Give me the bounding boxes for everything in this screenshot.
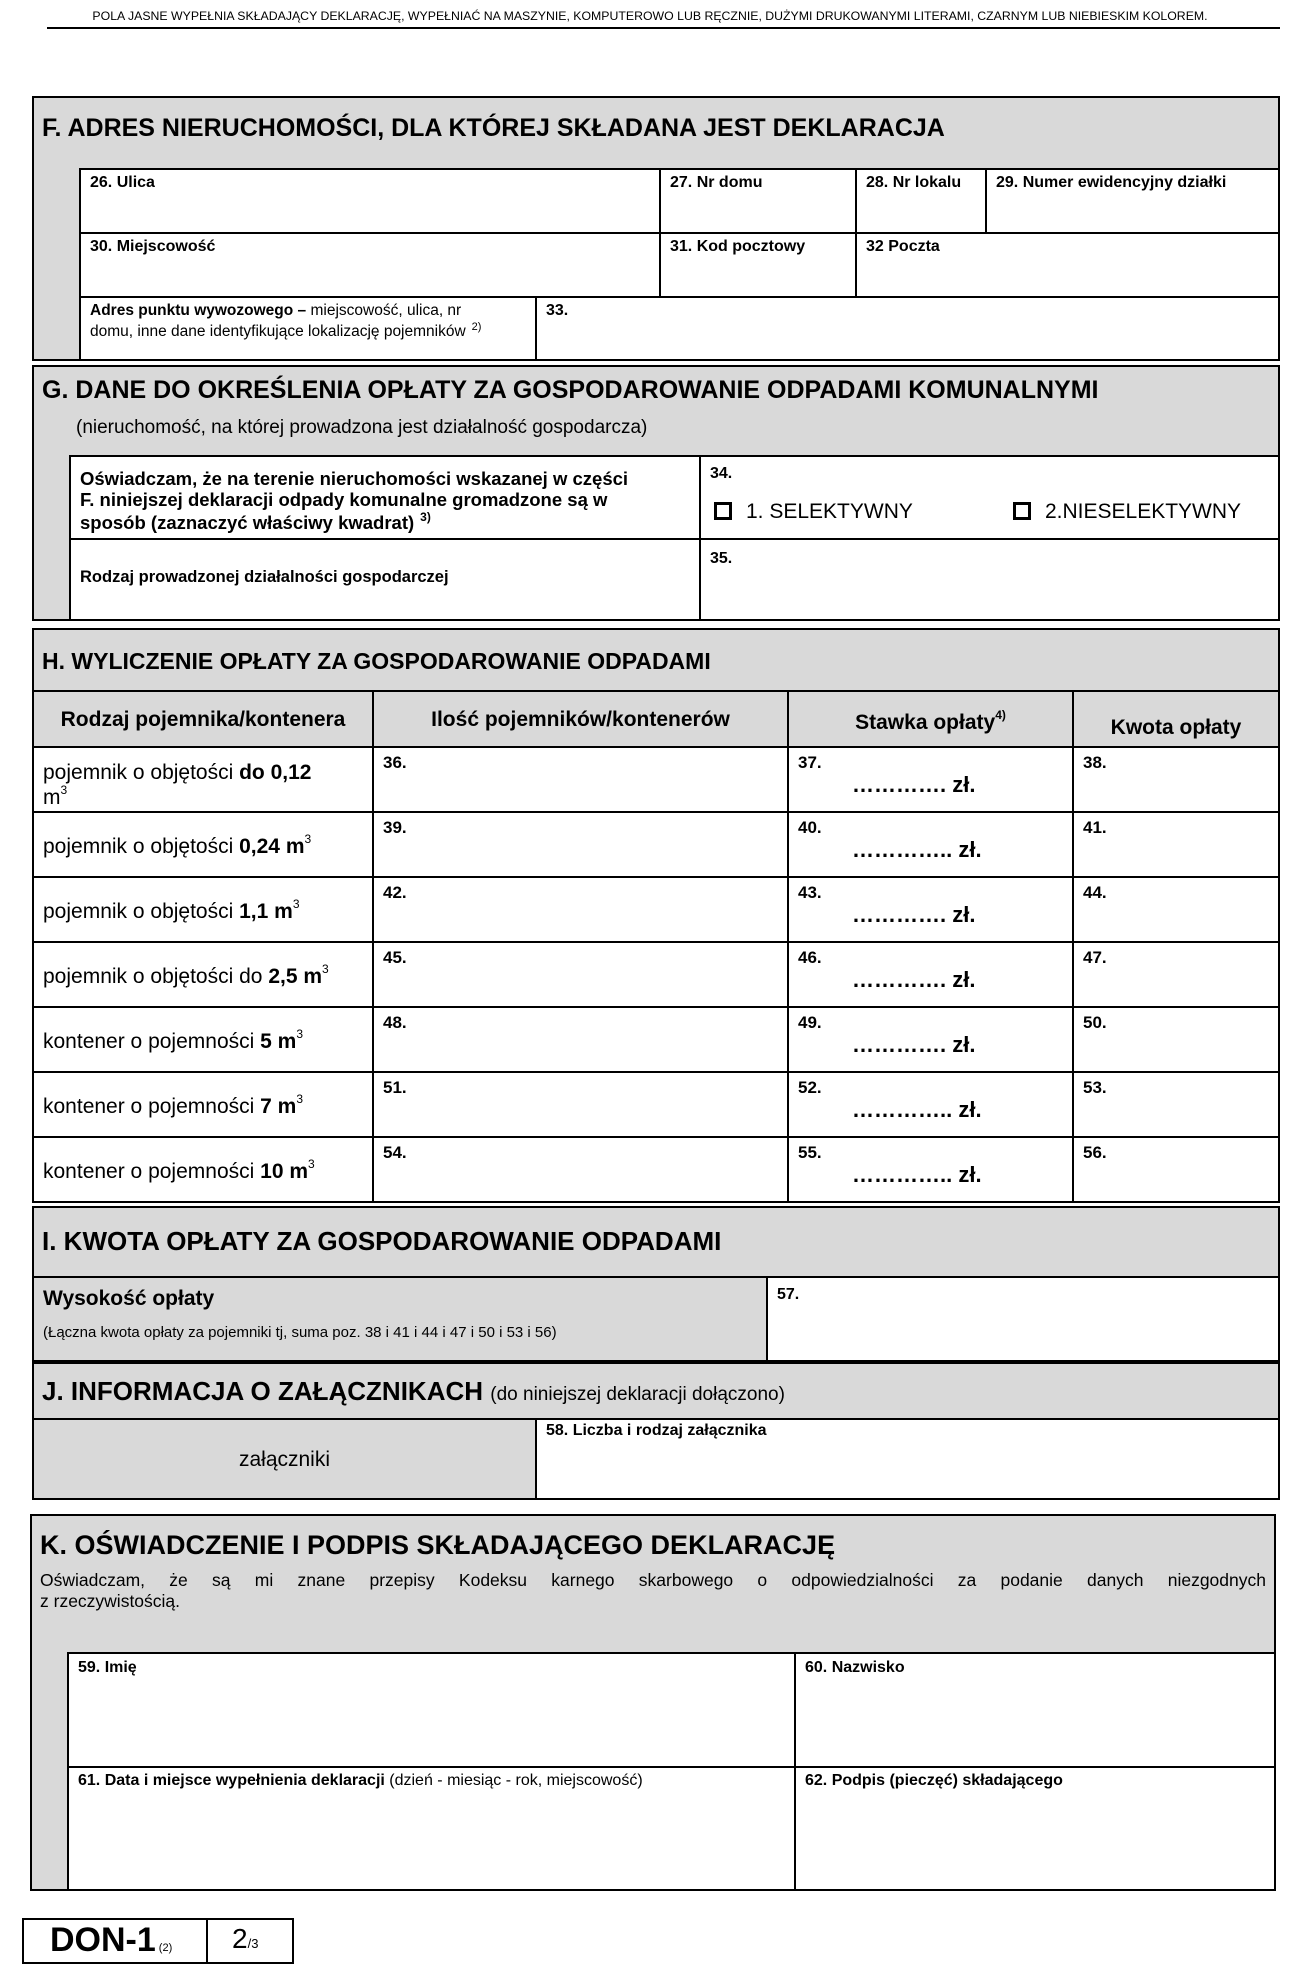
rate-field[interactable]: 46. …………. zł. [787,941,1074,1008]
section-f-title: F. ADRES NIERUCHOMOŚCI, DLA KTÓREJ SKŁADANA JEST DEKLARACJA [42,114,945,142]
container-type-cell: pojemnik o objętości 0,24 $m^3$ [32,811,374,878]
field-35-business-activity[interactable]: 35. [699,538,1280,621]
field-61-date-place[interactable]: 61. Data i miejsce wypełnienia deklaracji (dzień - miesiąc - rok, miejscowość) [67,1766,796,1891]
checkbox-icon[interactable] [1013,502,1031,520]
section-g-title: G. DANE DO OKREŚLENIA OPŁATY ZA GOSPODAROWANIE ODPADAMI KOMUNALNYMI [42,376,1099,404]
quantity-field[interactable]: 51. [372,1071,789,1138]
container-type-cell: kontener o pojemności 5 $m^3$ [32,1006,374,1073]
rate-field[interactable]: 40. ………….. zł. [787,811,1074,878]
rate-field[interactable]: 52. ………….. zł. [787,1071,1074,1138]
section-k-title: K. OŚWIADCZENIE I PODPIS SKŁADAJĄCEGO DEKLARACJĘ [40,1530,836,1560]
col-header-rate: Stawka opłaty$^{4)}$ [787,690,1074,748]
rate-field[interactable]: 49. …………. zł. [787,1006,1074,1073]
section-k-statement: Oświadczam, że są mi znane przepisy Kodeksu karnego skarbowego o odpowiedzialności za podanie danych niezgodnych z rzeczywistością. [40,1570,1266,1611]
attachments-label: załączniki [32,1418,537,1500]
section-h-title: H. WYLICZENIE OPŁATY ZA GOSPODAROWANIE ODPADAMI [42,648,711,674]
field-32-post-office[interactable]: 32 Poczta [855,232,1280,298]
quantity-field[interactable]: 42. [372,876,789,943]
container-type-cell: kontener o pojemności 10 $m^3$ [32,1136,374,1203]
amount-field[interactable]: 53. [1072,1071,1280,1138]
field-58-attachments[interactable]: 58. Liczba i rodzaj załącznika [535,1418,1280,1500]
field-26-street[interactable]: 26. Ulica [79,168,661,234]
field-27-house-number[interactable]: 27. Nr domu [659,168,857,234]
option-selective[interactable]: 1. SELEKTYWNY [714,500,913,524]
field-57-fee-amount[interactable]: 57. [766,1276,1280,1362]
amount-field[interactable]: 44. [1072,876,1280,943]
col-header-amount: Kwota opłaty [1072,690,1280,748]
checkbox-icon[interactable] [714,502,732,520]
amount-field[interactable]: 47. [1072,941,1280,1008]
rate-field[interactable]: 37. …………. zł. [787,746,1074,813]
field-30-city[interactable]: 30. Miejscowość [79,232,661,298]
field-29-plot-number[interactable]: 29. Numer ewidencyjny działki [985,168,1280,234]
field-31-postal-code[interactable]: 31. Kod pocztowy [659,232,857,298]
amount-field[interactable]: 56. [1072,1136,1280,1203]
rate-field[interactable]: 55. ………….. zł. [787,1136,1074,1203]
amount-field[interactable]: 38. [1072,746,1280,813]
field-28-apartment-number[interactable]: 28. Nr lokalu [855,168,987,234]
quantity-field[interactable]: 48. [372,1006,789,1073]
amount-field[interactable]: 41. [1072,811,1280,878]
rate-field[interactable]: 43. …………. zł. [787,876,1074,943]
amount-field[interactable]: 50. [1072,1006,1280,1073]
field-62-signature[interactable]: 62. Podpis (pieczęć) składającego [794,1766,1276,1891]
header-note: POLA JASNE WYPEŁNIA SKŁADAJĄCY DEKLARACJĘ, WYPEŁNIAĆ NA MASZYNIE, KOMPUTEROWO LUB RĘCZNIE, DUŻYMI DRUKOWANYMI LITERAMI, CZARNYM LUB NIEBIESKIM KOLOREM. [92,9,1208,23]
field-60-last-name[interactable]: 60. Nazwisko [794,1652,1276,1768]
container-type-cell: kontener o pojemności 7 $m^3$ [32,1071,374,1138]
section-g-subtitle: (nieruchomość, na której prowadzona jest działalność gospodarcza) [76,417,648,438]
quantity-field[interactable]: 45. [372,941,789,1008]
form-id-divider [206,1918,208,1964]
container-type-cell: pojemnik o objętości do 0,12 $m^3$ [32,746,374,813]
field-33-pickup-address[interactable]: 33. [535,296,1280,361]
col-header-quantity: Ilość pojemników/kontenerów [372,690,789,748]
section-j-title: J. INFORMACJA O ZAŁĄCZNIKACH (do niniejszej deklaracji dołączono) [42,1376,785,1406]
col-header-container-type: Rodzaj pojemnika/kontenera [32,690,374,748]
container-type-cell: pojemnik o objętości do 2,5 $m^3$ [32,941,374,1008]
business-activity-label: Rodzaj prowadzonej działalności gospodarczej [69,538,701,621]
quantity-field[interactable]: 39. [372,811,789,878]
container-type-cell: pojemnik o objętości 1,1 $m^3$ [32,876,374,943]
page-number: 2/3 [232,1923,259,1954]
form-code: DON-1 (2) [50,1921,173,1959]
section-i-title: I. KWOTA OPŁATY ZA GOSPODAROWANIE ODPADAMI [42,1226,722,1256]
fee-amount-label: Wysokość opłaty (Łączna kwota opłaty za pojemniki tj, suma poz. 38 i 41 i 44 i 47 i 50 i 53 i 56) [32,1276,768,1362]
option-non-selective[interactable]: 2.NIESELEKTYWNY [1013,500,1241,524]
quantity-field[interactable]: 54. [372,1136,789,1203]
pickup-address-label: Adres punktu wywozowego – miejscowość, ulica, nr domu, inne dane identyfikujące lokalizację pojemników $^{2)}$ [79,296,537,361]
quantity-field[interactable]: 36. [372,746,789,813]
header-rule [47,27,1280,29]
field-34-collection-method: 34. 1. SELEKTYWNY 2.NIESELEKTYWNY [699,455,1280,540]
waste-collection-statement: Oświadczam, że na terenie nieruchomości wskazanej w części F. niniejszej deklaracji odpady komunalne gromadzone są w sposób (zaznaczyć właściwy kwadrat) $^{3)}$ [69,455,701,540]
field-59-first-name[interactable]: 59. Imię [67,1652,796,1768]
